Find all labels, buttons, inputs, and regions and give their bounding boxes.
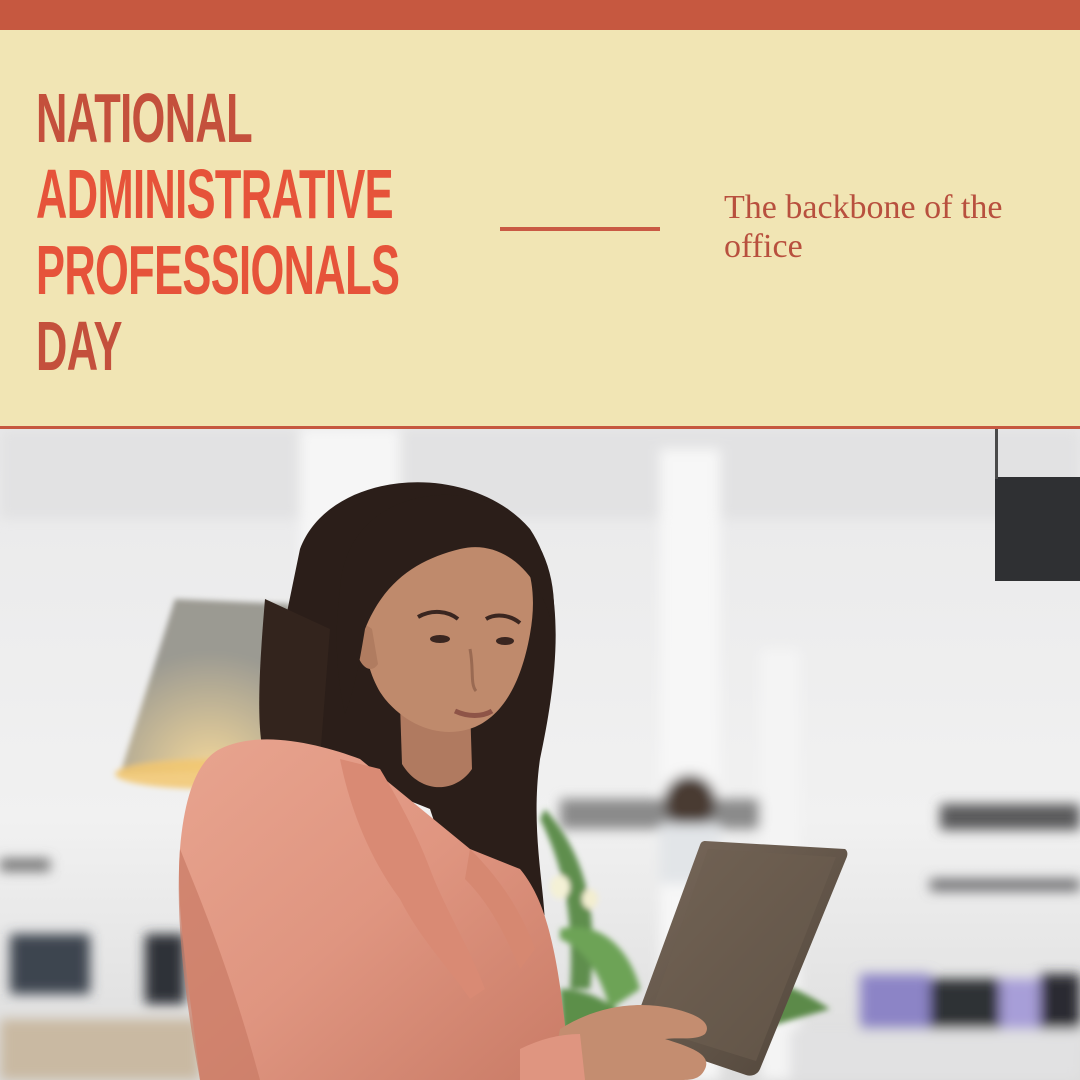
headline-line-2: ADMINISTRATIVE — [36, 155, 394, 233]
tagline: The backbone of the office — [724, 189, 1003, 265]
top-stripe — [0, 0, 1080, 30]
headline — [36, 80, 622, 384]
headline-line-1: NATIONAL — [36, 79, 253, 157]
headline-line-3: PROFESSIONALS — [36, 231, 400, 309]
divider-line — [500, 227, 660, 231]
office-photo — [0, 429, 1080, 1080]
headline-line-4: DAY — [36, 307, 122, 385]
